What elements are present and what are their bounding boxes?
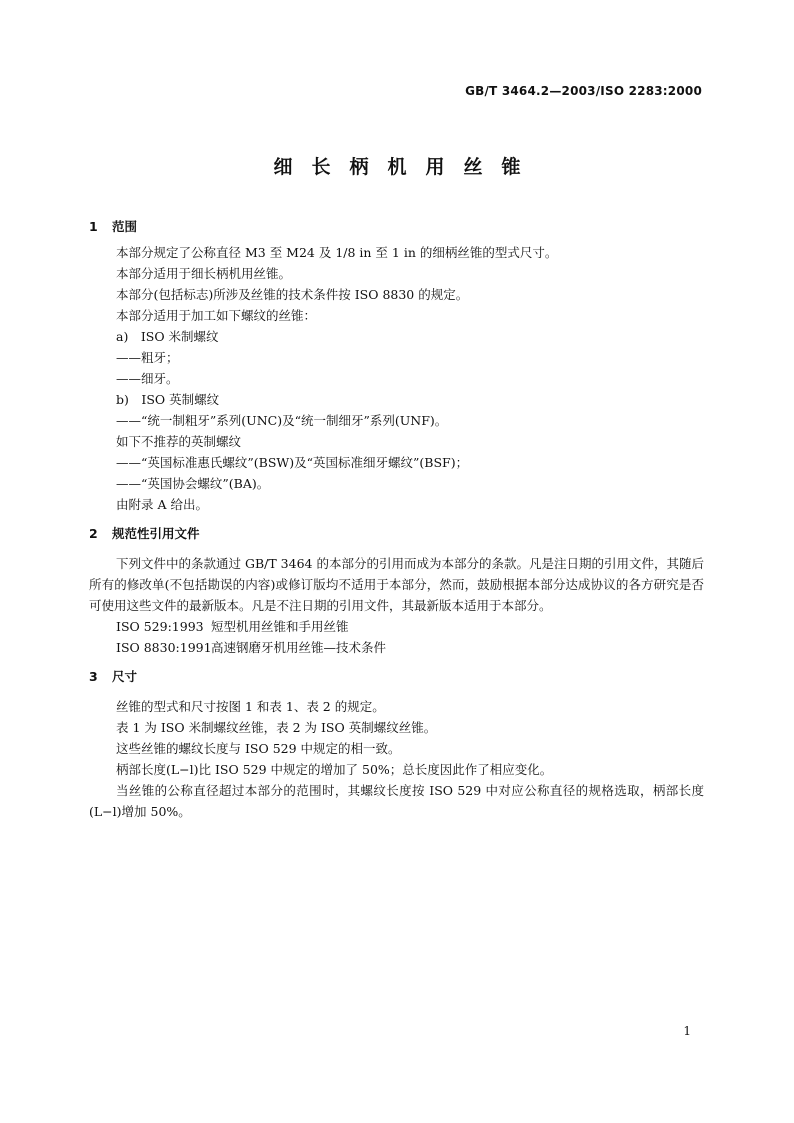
reference-code: ISO 529:1993 — [116, 619, 204, 634]
scope-list-item: ——“统一制粗牙”系列(UNC)及“统一制细牙”系列(UNF)。 — [116, 413, 448, 428]
scope-list-item: b) ISO 英制螺纹 — [116, 392, 220, 407]
scope-list-item: a) ISO 米制螺纹 — [116, 329, 219, 344]
scope-line: 如下不推荐的英制螺纹 — [116, 434, 242, 449]
dimensions-line: 丝锥的型式和尺寸按图 1 和表 1、表 2 的规定。 — [116, 699, 385, 714]
scope-list-item: ——细牙。 — [116, 371, 179, 386]
section-heading-dimensions — [89, 666, 704, 688]
scope-line: 本部分(包括标志)所涉及丝锥的技术条件按 ISO 8830 的规定。 — [116, 287, 469, 302]
reference-title: 高速钢磨牙机用丝锥—技术条件 — [211, 640, 387, 655]
scope-list-item: ——粗牙； — [116, 350, 179, 365]
section-title: 尺寸 — [112, 669, 138, 684]
references-paragraph: 下列文件中的条款通过 GB/T 3464 的本部分的引用而成为本部分的条款。凡是注日期的引用文件，其随后所有的修改单(不包括勘误的内容)或修订版均不适用于本部分，然而，鼓励根据本部分达成协议的各方研究是否可使用这些文件的最新版本。凡是不注日期的引用文件，其最新版本适用于本部分。 — [89, 556, 704, 613]
reference-entry — [89, 616, 704, 637]
dimensions-line: 柄部长度(L−l)比 ISO 529 中规定的增加了 50%；总长度因此作了相应变化。 — [116, 762, 553, 777]
dimensions-paragraph: 当丝锥的公称直径超过本部分的范围时，其螺纹长度按 ISO 529 中对应公称直径的规格选取，柄部长度(L−l)增加 50%。 — [89, 783, 704, 819]
standard-code: GB/T 3464.2—2003/ISO 2283:2000 — [465, 84, 702, 98]
section-heading-normative-references — [89, 523, 704, 545]
section-number: 2 — [89, 526, 98, 541]
section-title: 规范性引用文件 — [112, 526, 200, 541]
page-number: 1 — [683, 1024, 691, 1038]
reference-code: ISO 8830:1991 — [116, 640, 212, 655]
scope-list-item: ——“英国标准惠氏螺纹”(BSW)及“英国标准细牙螺纹”(BSF)； — [116, 455, 469, 470]
section-title: 范围 — [112, 219, 138, 234]
document-body — [89, 216, 704, 822]
section-number: 3 — [89, 669, 98, 684]
scope-line: 本部分规定了公称直径 M3 至 M24 及 1/8 in 至 1 in 的细柄丝锥的型式尺寸。 — [116, 245, 558, 260]
scope-line: 本部分适用于加工如下螺纹的丝锥： — [116, 308, 317, 323]
dimensions-line: 表 1 为 ISO 米制螺纹丝锥，表 2 为 ISO 英制螺纹丝锥。 — [116, 720, 437, 735]
section-heading-scope — [89, 216, 704, 238]
scope-list-item: ——“英国协会螺纹”(BA)。 — [116, 476, 270, 491]
section-number: 1 — [89, 219, 98, 234]
dimensions-line: 这些丝锥的螺纹长度与 ISO 529 中规定的相一致。 — [116, 741, 401, 756]
document-title: 细长柄机用丝锥 — [273, 156, 540, 178]
scope-line: 由附录 A 给出。 — [116, 497, 208, 512]
reference-title: 短型机用丝锥和手用丝锥 — [211, 619, 349, 634]
scope-line: 本部分适用于细长柄机用丝锥。 — [116, 266, 292, 281]
reference-entry — [89, 637, 704, 658]
